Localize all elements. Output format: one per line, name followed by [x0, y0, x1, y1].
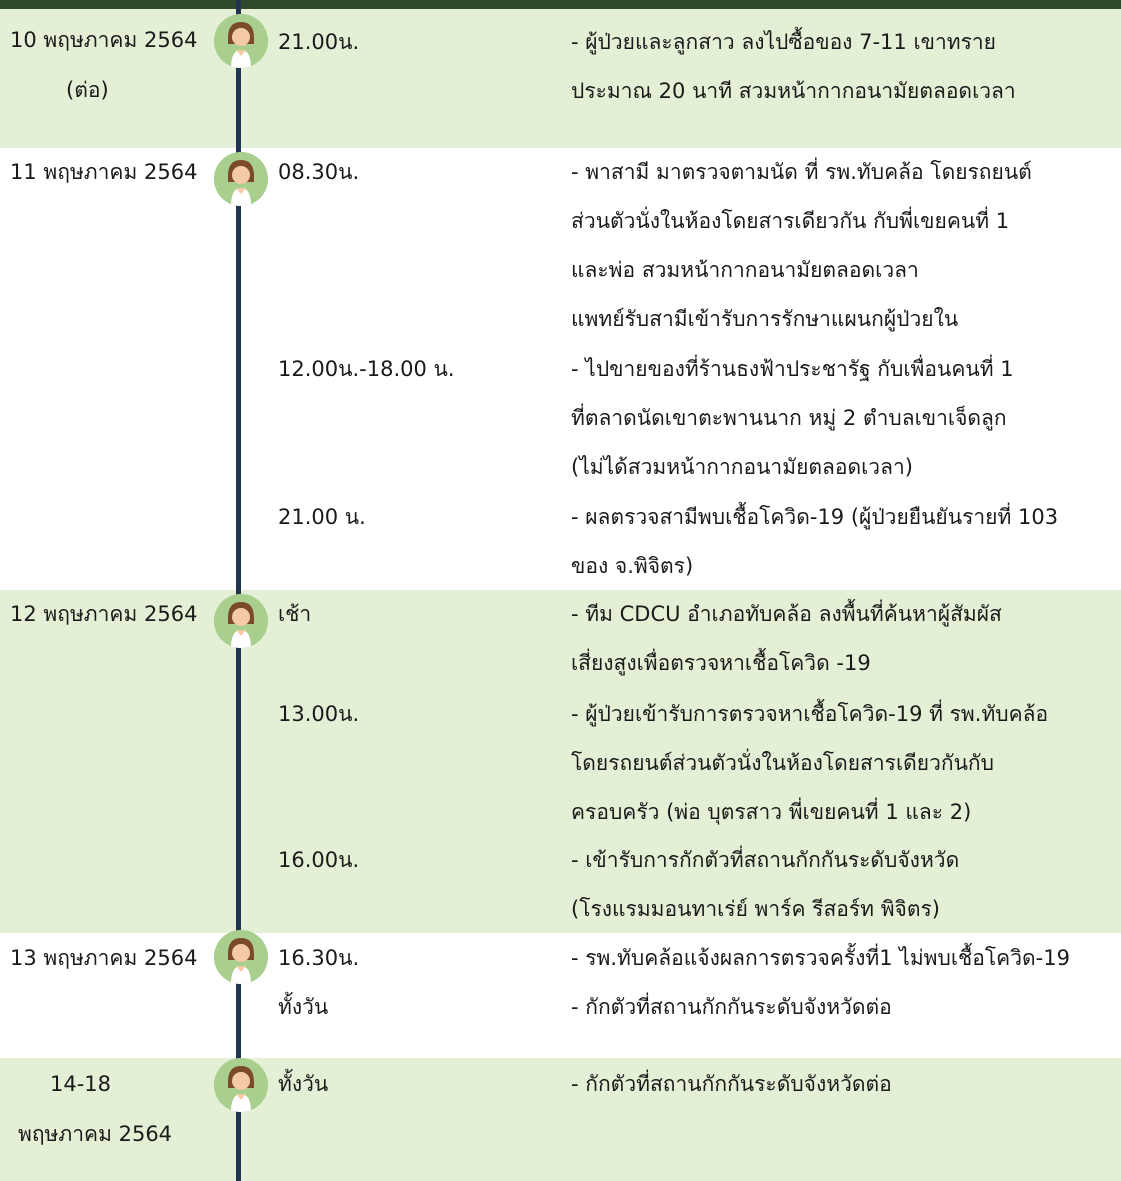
event-line: ที่ตลาดนัดเขาตะพานนาก หมู่ 2 ตำบลเขาเจ็ดลูก [571, 406, 1007, 430]
event-line: - ผู้ป่วยและลูกสาว ลงไปซื้อของ 7-11 เขาทราย [571, 30, 996, 54]
time-label: 16.00น. [278, 848, 360, 872]
event-description [571, 944, 1116, 993]
event-line: - ผลตรวจสามีพบเชื้อโควิด-19 (ผู้ป่วยยืนยันรายที่ 103 [571, 505, 1059, 529]
woman-avatar-icon [214, 152, 268, 206]
event-description [571, 355, 1116, 502]
woman-avatar-icon [214, 14, 268, 68]
event-line: เสี่ยงสูงเพื่อตรวจหาเชื้อโควิด -19 [571, 651, 871, 675]
date-label: 12 พฤษภาคม 2564 [10, 602, 198, 626]
event-description [571, 503, 1116, 601]
event-line: ครอบครัว (พ่อ บุตรสาว พี่เขยคนที่ 1 และ 2) [571, 800, 972, 824]
event-description [571, 993, 1116, 1042]
event-line: - ผู้ป่วยเข้ารับการตรวจหาเชื้อโควิด-19 ที่ รพ.ทับคล้อ [571, 702, 1049, 726]
event-line: และพ่อ สวมหน้ากากอนามัยตลอดเวลา [571, 258, 919, 282]
event-line: - ไปขายของที่ร้านธงฟ้าประชารัฐ กับเพื่อนคนที่ 1 [571, 357, 1014, 381]
date-label: 14-18 [50, 1072, 112, 1096]
time-label: 12.00น.-18.00 น. [278, 357, 455, 381]
event-description [571, 158, 1116, 354]
date-label-cont: (ต่อ) [66, 78, 109, 102]
woman-avatar-icon [214, 930, 268, 984]
date-label-cont: พฤษภาคม 2564 [18, 1122, 173, 1146]
event-description [571, 700, 1116, 847]
event-line: ส่วนตัวนั่งในห้องโดยสารเดียวกัน กับพี่เขยคนที่ 1 [571, 209, 1010, 233]
date-label: 11 พฤษภาคม 2564 [10, 160, 198, 184]
time-label: ทั้งวัน [278, 1072, 329, 1096]
event-line: (ไม่ได้สวมหน้ากากอนามัยตลอดเวลา) [571, 455, 913, 479]
time-label: เช้า [278, 602, 312, 626]
event-line: โดยรถยนต์ส่วนตัวนั่งในห้องโดยสารเดียวกันกับ [571, 751, 994, 775]
event-line: - ทีม CDCU อำเภอทับคล้อ ลงพื้นที่ค้นหาผู้สัมผัส [571, 602, 1002, 626]
time-label: 21.00น. [278, 30, 360, 54]
header-bar [0, 0, 1121, 9]
time-label: 16.30น. [278, 946, 360, 970]
event-line: - พาสามี มาตรวจตามนัด ที่ รพ.ทับคล้อ โดยรถยนต์ [571, 160, 1032, 184]
date-label: 10 พฤษภาคม 2564 [10, 28, 198, 52]
event-line: - กักตัวที่สถานกักกันระดับจังหวัดต่อ [571, 995, 892, 1019]
date-label: 13 พฤษภาคม 2564 [10, 946, 198, 970]
event-line: แพทย์รับสามีเข้ารับการรักษาแผนกผู้ป่วยใน [571, 307, 959, 331]
event-line: ของ จ.พิจิตร) [571, 554, 694, 578]
event-line: - กักตัวที่สถานกักกันระดับจังหวัดต่อ [571, 1072, 892, 1096]
time-label: 13.00น. [278, 702, 360, 726]
woman-avatar-icon [214, 1058, 268, 1112]
event-line: - เข้ารับการกักตัวที่สถานกักกันระดับจังหวัด [571, 848, 960, 872]
time-label: 08.30น. [278, 160, 360, 184]
time-label: 21.00 น. [278, 505, 366, 529]
event-description [571, 846, 1116, 944]
event-line: - รพ.ทับคล้อแจ้งผลการตรวจครั้งที่1 ไม่พบเชื้อโควิด-19 [571, 946, 1070, 970]
event-description [571, 600, 1116, 698]
event-description [571, 1070, 1116, 1119]
event-line: (โรงแรมมอนทาเร่ย์ พาร์ค รีสอร์ท พิจิตร) [571, 897, 940, 921]
time-label: ทั้งวัน [278, 995, 329, 1019]
event-line: ประมาณ 20 นาที สวมหน้ากากอนามัยตลอดเวลา [571, 79, 1016, 103]
event-description [571, 28, 1116, 126]
woman-avatar-icon [214, 594, 268, 648]
